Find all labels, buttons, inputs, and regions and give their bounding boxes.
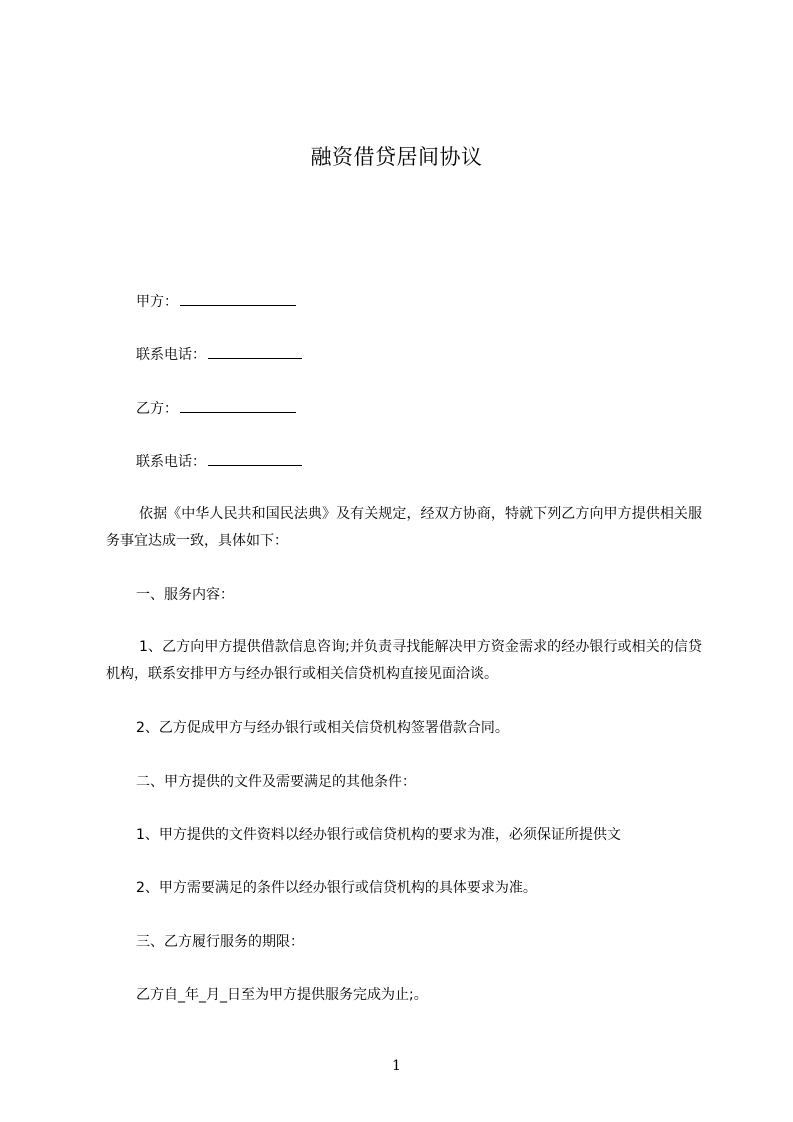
party-a-phone-label: 联系电话： bbox=[136, 347, 206, 363]
party-a-phone-line bbox=[136, 344, 302, 365]
section2-heading: 二、甲方提供的文件及需要满足的其他条件： bbox=[136, 774, 416, 790]
party-a-phone-blank bbox=[208, 344, 302, 359]
party-a-blank bbox=[180, 291, 296, 306]
section2-item2: 2、甲方需要满足的条件以经办银行或信贷机构的具体要求为准。 bbox=[136, 880, 537, 896]
section1-item1: 1、乙方向甲方提供借款信息咨询;并负责寻找能解决甲方资金需求的经办银行或相关的信贷机构，联系安排甲方与经办银行或相关信贷机构直接见面洽谈。 bbox=[106, 639, 702, 682]
section1-item2: 2、乙方促成甲方与经办银行或相关信贷机构签署借款合同。 bbox=[136, 720, 509, 736]
party-b-label: 乙方： bbox=[136, 401, 178, 417]
party-b-phone-blank bbox=[208, 451, 302, 466]
page-number: 1 bbox=[392, 1058, 401, 1074]
section1-heading: 一、服务内容： bbox=[136, 587, 234, 603]
intro-paragraph: 依据《中华人民共和国民法典》及有关规定，经双方协商，特就下列乙方向甲方提供相关服务事宜达成一致，具体如下： bbox=[106, 506, 702, 549]
party-b-phone-label: 联系电话： bbox=[136, 454, 206, 470]
party-b-phone-line bbox=[136, 451, 302, 472]
document-title: 融资借贷居间协议 bbox=[310, 145, 483, 169]
party-b-line bbox=[136, 398, 296, 419]
section2-item1: 1、甲方提供的文件资料以经办银行或信贷机构的要求为准，必须保证所提供文 bbox=[136, 827, 621, 843]
section3-body: 乙方自_年_月_日至为甲方提供服务完成为止;。 bbox=[136, 987, 428, 1003]
party-a-line bbox=[136, 291, 296, 312]
party-a-label: 甲方： bbox=[136, 294, 178, 310]
party-b-blank bbox=[180, 398, 296, 413]
section3-heading: 三、乙方履行服务的期限： bbox=[136, 934, 304, 950]
